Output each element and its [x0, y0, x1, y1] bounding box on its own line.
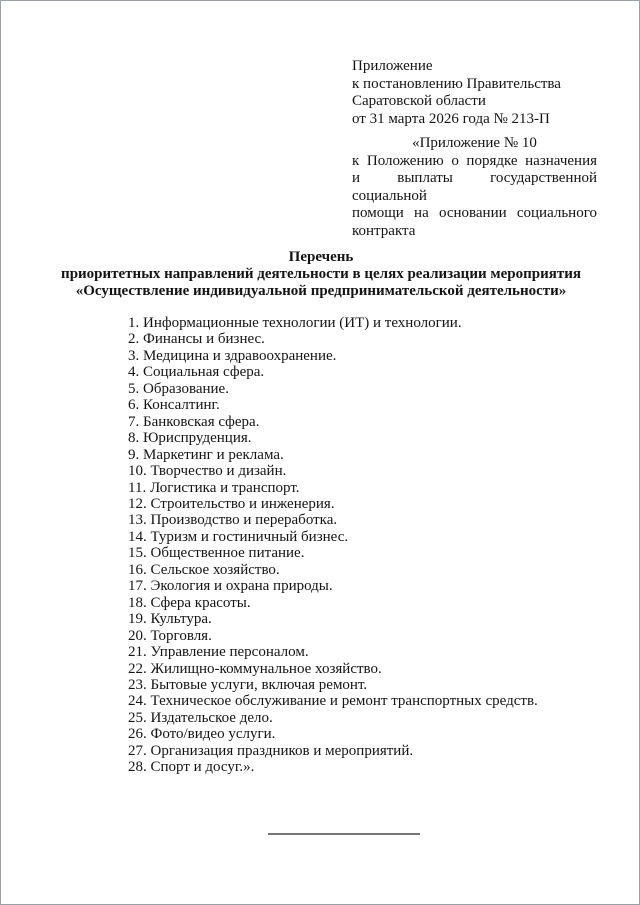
annex-reference-line: Приложение: [352, 58, 433, 74]
list-item: 21. Управление персоналом.: [128, 644, 309, 661]
document-title-line: «Осуществление индивидуальной предпринимательской деятельности»: [75, 283, 567, 299]
list-item: 8. Юриспруденция.: [128, 430, 252, 447]
list-item: 24. Техническое обслуживание и ремонт транспортных средств.: [128, 693, 538, 710]
list-item: 16. Сельское хозяйство.: [128, 561, 280, 578]
list-item: 4. Социальная сфера.: [128, 364, 265, 381]
list-item: 5. Образование.: [128, 380, 229, 397]
list-item: 6. Консалтинг.: [128, 397, 220, 414]
document-title: [1, 249, 640, 300]
list-item: 22. Жилищно-коммунальное хозяйство.: [128, 660, 382, 677]
annex-10-line: помощи на основании социального: [352, 205, 597, 221]
list-item: 12. Строительство и инженерия.: [128, 495, 335, 512]
annex-reference-line: к постановлению Правительства: [352, 75, 561, 92]
list-item: 3. Медицина и здравоохранение.: [128, 347, 337, 364]
annex-10-reference-block: [352, 135, 597, 240]
list-item: 17. Экология и охрана природы.: [128, 578, 333, 595]
list-item: 25. Издательское дело.: [128, 709, 273, 726]
annex-reference-line: от 31 марта 2026 года № 213-П: [352, 110, 550, 127]
list-item: 27. Организация праздников и мероприятий.: [128, 742, 414, 759]
document-end-rule: [268, 833, 420, 835]
list-item: 10. Творчество и дизайн.: [128, 463, 287, 480]
annex-10-heading: «Приложение № 10: [412, 135, 537, 151]
list-item: 1. Информационные технологии (ИТ) и технологии.: [128, 315, 462, 331]
annex-reference-block: [352, 58, 597, 128]
list-item: 18. Сфера красоты.: [128, 594, 251, 611]
list-item: 26. Фото/видео услуги.: [128, 726, 276, 743]
list-item: 13. Производство и переработка.: [128, 512, 338, 529]
list-item: 20. Торговля.: [128, 627, 212, 644]
list-item: 14. Туризм и гостиничный бизнес.: [128, 528, 349, 545]
list-item: 9. Маркетинг и реклама.: [128, 446, 284, 463]
annex-reference-line: Саратовской области: [352, 93, 486, 109]
list-item: 19. Культура.: [128, 611, 212, 628]
list-item: 2. Финансы и бизнес.: [128, 331, 265, 348]
document-title-line: приоритетных направлений деятельности в целях реализации мероприятия: [61, 266, 581, 282]
annex-10-line: контракта: [352, 222, 416, 239]
annex-10-line: к Положению о порядке назначения: [352, 152, 597, 169]
list-item: 23. Бытовые услуги, включая ремонт.: [128, 676, 368, 693]
priority-list: [128, 315, 609, 776]
list-item: 28. Спорт и досуг.».: [128, 759, 255, 776]
list-item: 7. Банковская сфера.: [128, 413, 260, 430]
document-title-line: Перечень: [288, 249, 354, 265]
list-item: 11. Логистика и транспорт.: [128, 479, 300, 496]
annex-10-line: и выплаты государственной социальной: [352, 170, 597, 204]
list-item: 15. Общественное питание.: [128, 545, 305, 562]
